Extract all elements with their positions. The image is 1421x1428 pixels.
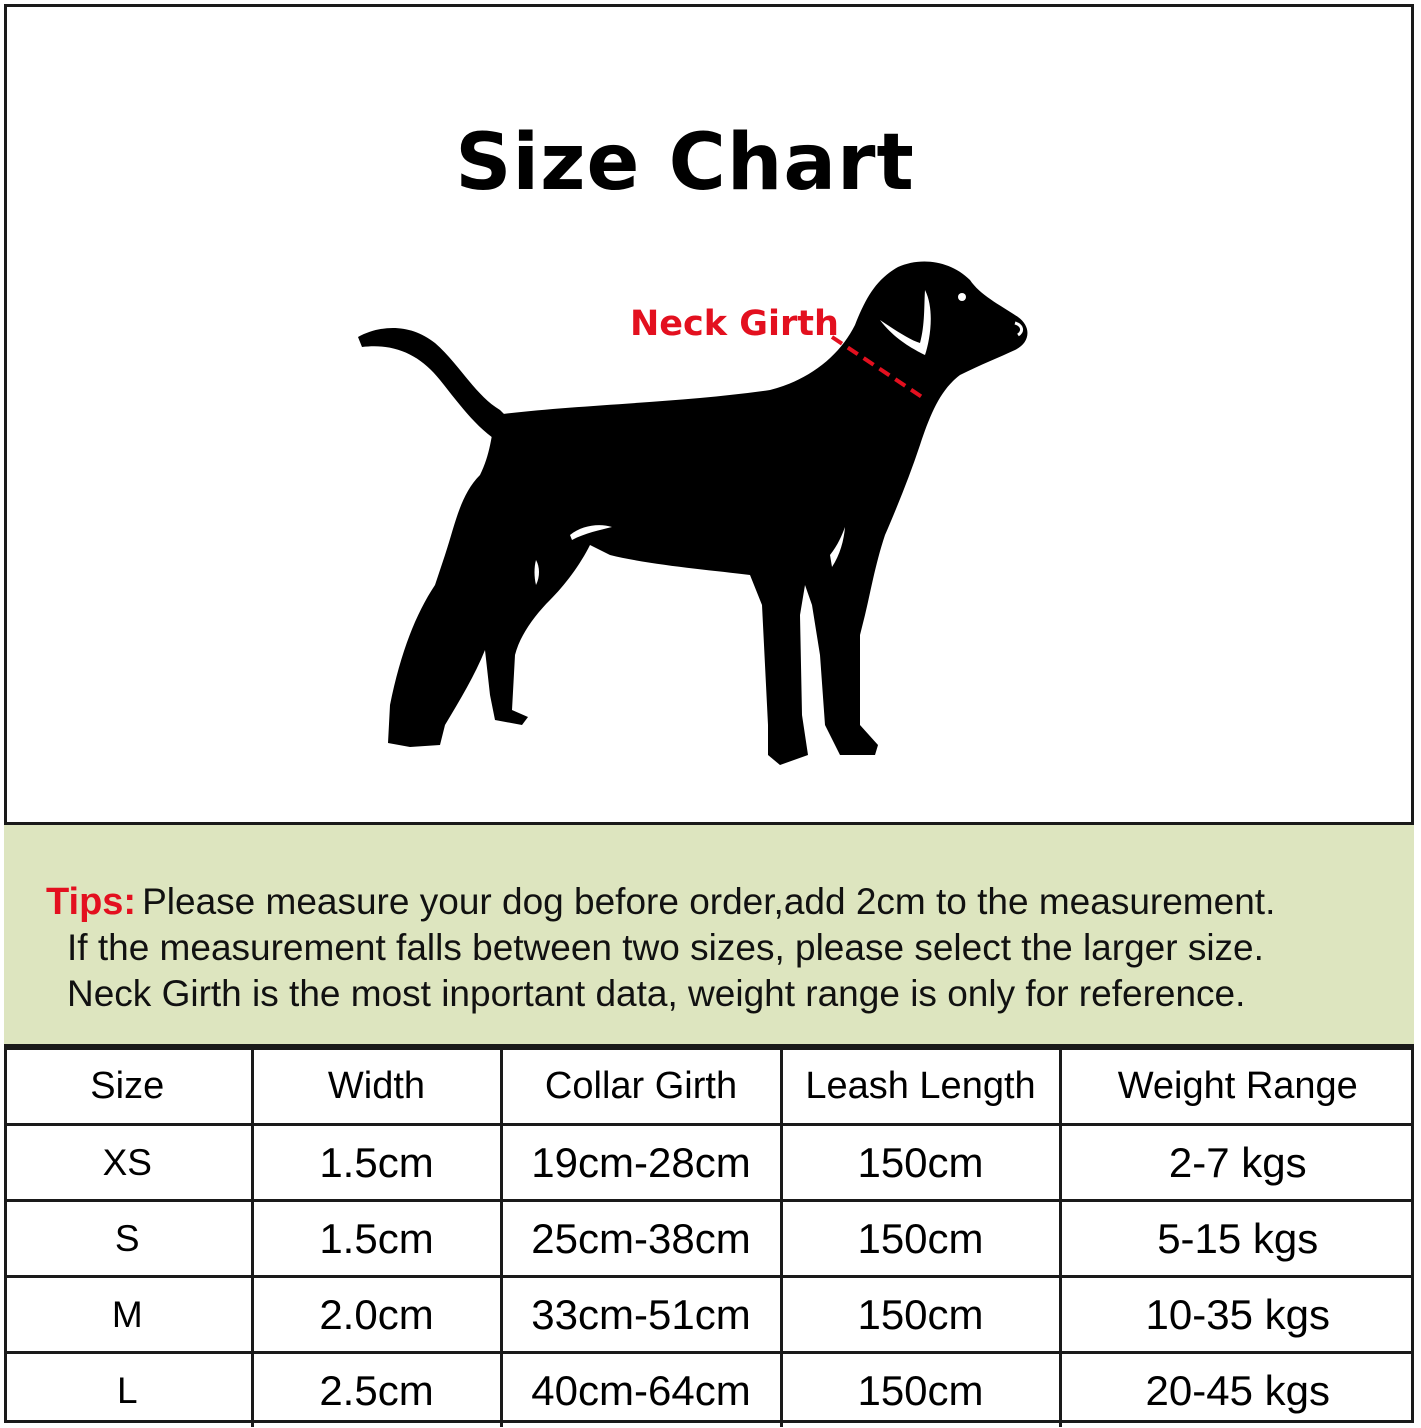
cell-width: 2.5cm <box>252 1353 501 1428</box>
cell-weight-range: 20-45 kgs <box>1060 1353 1414 1428</box>
header-collar-girth: Collar Girth <box>501 1049 781 1125</box>
tips-line-3: Neck Girth is the most inportant data, weight range is only for reference. <box>67 973 1246 1014</box>
header-width: Width <box>252 1049 501 1125</box>
cell-leash-length: 150cm <box>781 1277 1060 1353</box>
tips-label: Tips: <box>46 881 137 923</box>
cell-width: 1.5cm <box>252 1125 501 1201</box>
tips-panel <box>4 822 1414 1047</box>
cell-size: S <box>4 1201 252 1277</box>
cell-size: M <box>4 1277 252 1353</box>
cell-leash-length: 150cm <box>781 1353 1060 1428</box>
table-header-row <box>4 1049 1414 1125</box>
cell-size: L <box>4 1353 252 1428</box>
cell-size: XS <box>4 1125 252 1201</box>
cell-collar-girth: 33cm-51cm <box>501 1277 781 1353</box>
table-row <box>4 1353 1414 1428</box>
cell-collar-girth: 19cm-28cm <box>501 1125 781 1201</box>
cell-width: 2.0cm <box>252 1277 501 1353</box>
neck-girth-label: Neck Girth <box>630 304 839 344</box>
table-row <box>4 1277 1414 1353</box>
table-row <box>4 1201 1414 1277</box>
cell-collar-girth: 40cm-64cm <box>501 1353 781 1428</box>
cell-collar-girth: 25cm-38cm <box>501 1201 781 1277</box>
page-title: Size Chart <box>455 118 915 208</box>
tips-line-1 <box>46 881 1275 924</box>
cell-leash-length: 150cm <box>781 1201 1060 1277</box>
table-row <box>4 1125 1414 1201</box>
header-weight-range: Weight Range <box>1060 1049 1414 1125</box>
tips-text-1: Please measure your dog before order,add 2cm to the measurement. <box>142 881 1276 922</box>
cell-weight-range: 2-7 kgs <box>1060 1125 1414 1201</box>
size-table <box>4 1047 1414 1427</box>
cell-leash-length: 150cm <box>781 1125 1060 1201</box>
header-size: Size <box>4 1049 252 1125</box>
cell-weight-range: 5-15 kgs <box>1060 1201 1414 1277</box>
tips-line-2: If the measurement falls between two sizes, please select the larger size. <box>67 927 1264 968</box>
header-leash-length: Leash Length <box>781 1049 1060 1125</box>
cell-width: 1.5cm <box>252 1201 501 1277</box>
cell-weight-range: 10-35 kgs <box>1060 1277 1414 1353</box>
